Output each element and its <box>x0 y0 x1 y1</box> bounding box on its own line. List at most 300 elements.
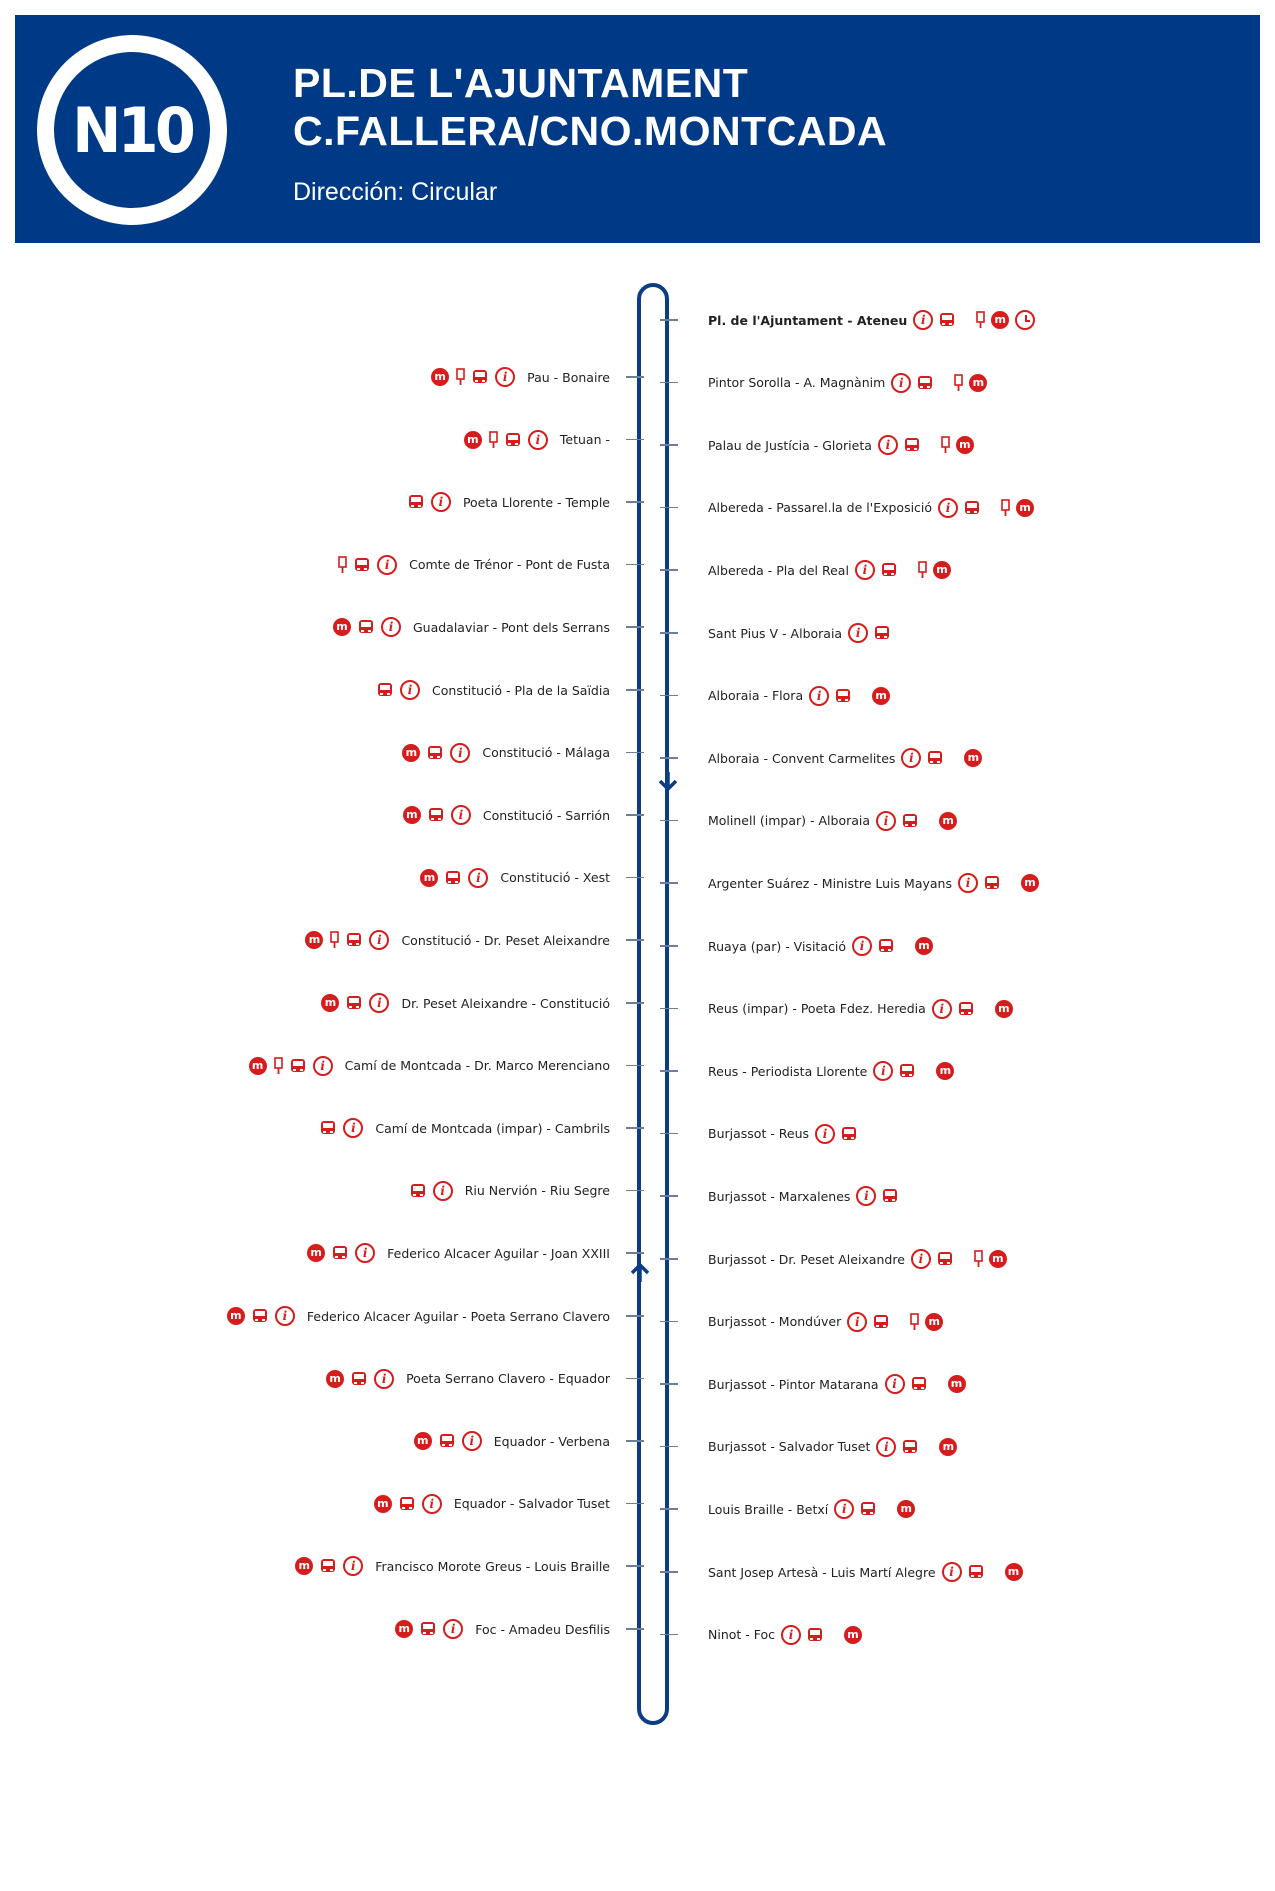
route-header <box>15 15 1260 243</box>
stop-left-3[interactable] <box>338 552 610 578</box>
route-title-line2: C.FALLERA/CNO.MONTCADA <box>293 108 888 154</box>
stop-services <box>305 930 389 950</box>
metro-icon: m <box>964 749 982 767</box>
info-icon: i <box>355 1243 375 1263</box>
info-icon: i <box>781 1625 801 1645</box>
stop-services <box>403 805 471 825</box>
stop-right-6[interactable] <box>708 683 890 709</box>
stop-tick <box>660 757 678 759</box>
info-icon: i <box>852 936 872 956</box>
info-icon: i <box>878 435 898 455</box>
stop-tick <box>626 1127 644 1129</box>
stop-services <box>876 811 957 831</box>
stop-right-7[interactable] <box>708 745 982 771</box>
stop-tick <box>660 632 678 634</box>
stop-services <box>408 492 451 512</box>
stop-tick <box>626 439 644 441</box>
stop-name: Albereda - Pla del Real <box>708 562 849 578</box>
stop-left-13[interactable] <box>410 1178 610 1204</box>
stop-tick <box>626 564 644 566</box>
stop-left-17[interactable] <box>414 1428 610 1454</box>
stop-right-18[interactable] <box>708 1434 957 1460</box>
stop-tick <box>660 1008 678 1010</box>
stop-left-15[interactable] <box>227 1303 610 1329</box>
bus-icon <box>472 369 488 385</box>
stop-name: Constitució - Xest <box>500 870 610 886</box>
bus-icon <box>882 1188 898 1204</box>
info-icon: i <box>422 1494 442 1514</box>
stop-right-0[interactable] <box>708 307 1035 333</box>
stop-name: Constitució - Dr. Peset Aleixandre <box>401 932 610 948</box>
stop-tick <box>660 444 678 446</box>
bus-icon <box>351 1371 367 1387</box>
stop-tick <box>626 1065 644 1067</box>
info-icon: i <box>876 811 896 831</box>
stop-tick <box>660 882 678 884</box>
bus-icon <box>320 1120 336 1136</box>
info-icon: i <box>885 1374 905 1394</box>
stop-right-21[interactable] <box>708 1622 862 1648</box>
bus-stop-post-icon <box>941 436 950 454</box>
info-icon: i <box>528 430 548 450</box>
stop-name: Francisco Morote Greus - Louis Braille <box>375 1558 610 1574</box>
metro-icon: m <box>844 1626 862 1644</box>
stop-left-1[interactable] <box>464 427 610 453</box>
stop-services <box>938 498 1034 518</box>
metro-icon: m <box>925 1313 943 1331</box>
bus-icon <box>445 870 461 886</box>
stop-tick <box>660 1321 678 1323</box>
bus-icon <box>881 562 897 578</box>
stop-name: Palau de Justícia - Glorieta <box>708 437 872 453</box>
info-icon: i <box>443 1619 463 1639</box>
stop-services <box>464 430 548 450</box>
info-icon: i <box>834 1499 854 1519</box>
stop-services <box>414 1431 482 1451</box>
stop-right-12[interactable] <box>708 1058 954 1084</box>
stop-name: Albereda - Passarel.la de l'Exposició <box>708 500 933 516</box>
info-icon: i <box>369 993 389 1013</box>
stop-services <box>321 993 389 1013</box>
metro-icon: m <box>414 1432 432 1450</box>
stop-left-14[interactable] <box>307 1240 610 1266</box>
stop-services <box>848 623 890 643</box>
info-icon: i <box>369 930 389 950</box>
metro-icon: m <box>897 1500 915 1518</box>
metro-icon: m <box>464 431 482 449</box>
stop-name: Riu Nervión - Riu Segre <box>464 1183 610 1199</box>
stop-tick <box>660 945 678 947</box>
bus-icon <box>420 1621 436 1637</box>
stop-name: Equador - Salvador Tuset <box>453 1496 610 1512</box>
stop-right-10[interactable] <box>708 933 933 959</box>
stop-name: Pl. de l'Ajuntament - Ateneu <box>708 312 908 328</box>
metro-icon: m <box>948 1375 966 1393</box>
stop-tick <box>626 1002 644 1004</box>
stop-right-3[interactable] <box>708 495 1034 521</box>
stop-services <box>876 1437 957 1457</box>
stop-services <box>249 1056 333 1076</box>
stop-tick <box>626 752 644 754</box>
info-icon: i <box>873 1061 893 1081</box>
info-icon: i <box>848 623 868 643</box>
stop-tick <box>660 1571 678 1573</box>
stop-tick <box>660 507 678 509</box>
info-icon: i <box>809 686 829 706</box>
stop-services <box>374 1494 442 1514</box>
bus-icon <box>428 807 444 823</box>
stop-services <box>958 873 1039 893</box>
info-icon: i <box>911 1249 931 1269</box>
stop-tick <box>660 1383 678 1385</box>
bus-icon <box>439 1433 455 1449</box>
bus-stop-post-icon <box>918 561 927 579</box>
stop-tick <box>626 376 644 378</box>
stop-name: Burjassot - Salvador Tuset <box>708 1439 871 1455</box>
bus-icon <box>408 494 424 510</box>
stop-tick <box>626 877 644 879</box>
bus-icon <box>902 1439 918 1455</box>
stop-tick <box>660 1133 678 1135</box>
stop-services <box>913 310 1035 330</box>
stop-tick <box>626 1190 644 1192</box>
stop-tick <box>626 626 644 628</box>
bus-icon <box>807 1627 823 1643</box>
stop-right-9[interactable] <box>708 870 1039 896</box>
bus-icon <box>410 1183 426 1199</box>
bus-icon <box>927 750 943 766</box>
stop-services <box>307 1243 375 1263</box>
info-icon: i <box>462 1431 482 1451</box>
route-title-line1: PL.DE L'AJUNTAMENT <box>293 60 749 106</box>
info-icon: i <box>275 1306 295 1326</box>
stop-left-10[interactable] <box>321 990 610 1016</box>
stop-tick <box>626 1252 644 1254</box>
metro-icon: m <box>1021 874 1039 892</box>
stop-name: Alboraia - Flora <box>708 688 804 704</box>
bus-stop-post-icon <box>338 556 347 574</box>
info-icon: i <box>942 1562 962 1582</box>
stop-name: Molinell (impar) - Alboraia <box>708 813 871 829</box>
metro-icon: m <box>989 1250 1007 1268</box>
bus-stop-post-icon <box>330 931 339 949</box>
arrow-up-icon <box>629 1262 651 1284</box>
metro-icon: m <box>321 994 339 1012</box>
info-icon: i <box>855 560 875 580</box>
info-icon: i <box>381 617 401 637</box>
arrow-down-icon <box>657 770 679 792</box>
bus-icon <box>911 1376 927 1392</box>
stop-name: Reus (impar) - Poeta Fdez. Heredia <box>708 1001 926 1017</box>
bus-icon <box>917 375 933 391</box>
stop-left-20[interactable] <box>395 1616 610 1642</box>
metro-icon: m <box>431 368 449 386</box>
stop-tick <box>626 1503 644 1505</box>
bus-stop-post-icon <box>274 1057 283 1075</box>
info-icon: i <box>847 1312 867 1332</box>
stop-tick <box>660 820 678 822</box>
stop-left-4[interactable] <box>333 614 610 640</box>
stop-left-18[interactable] <box>374 1491 610 1517</box>
stop-tick <box>660 1070 678 1072</box>
stop-services <box>911 1249 1007 1269</box>
stop-left-9[interactable] <box>305 927 610 953</box>
stop-services <box>852 936 933 956</box>
stop-left-11[interactable] <box>249 1053 610 1079</box>
stop-right-19[interactable] <box>708 1496 915 1522</box>
stop-services <box>295 1556 363 1576</box>
info-icon: i <box>815 1124 835 1144</box>
info-icon: i <box>374 1369 394 1389</box>
stop-services <box>932 999 1013 1019</box>
metro-icon: m <box>374 1495 392 1513</box>
stop-name: Pau - Bonaire <box>527 369 610 385</box>
stop-name: Constitució - Sarrión <box>482 807 610 823</box>
stop-tick <box>660 319 678 321</box>
stop-name: Ruaya (par) - Visitació <box>708 938 846 954</box>
stop-left-12[interactable] <box>320 1115 610 1141</box>
bus-icon <box>984 875 1000 891</box>
stop-tick <box>626 689 644 691</box>
metro-icon: m <box>1016 499 1034 517</box>
stop-name: Argenter Suárez - Ministre Luis Mayans <box>708 875 952 891</box>
stop-tick <box>660 695 678 697</box>
stop-right-13[interactable] <box>708 1121 857 1147</box>
info-icon: i <box>343 1556 363 1576</box>
metro-icon: m <box>227 1307 245 1325</box>
info-icon: i <box>313 1056 333 1076</box>
bus-icon <box>377 682 393 698</box>
bus-icon <box>873 1314 889 1330</box>
metro-icon: m <box>402 744 420 762</box>
info-icon: i <box>913 310 933 330</box>
stop-name: Burjassot - Mondúver <box>708 1314 842 1330</box>
stop-name: Burjassot - Reus <box>708 1126 810 1142</box>
stop-services <box>377 680 420 700</box>
bus-icon <box>290 1058 306 1074</box>
stop-right-14[interactable] <box>708 1183 898 1209</box>
bus-icon <box>841 1126 857 1142</box>
stop-right-20[interactable] <box>708 1559 1023 1585</box>
stop-right-8[interactable] <box>708 808 957 834</box>
stop-name: Camí de Montcada (impar) - Cambrils <box>375 1120 610 1136</box>
bus-icon <box>346 995 362 1011</box>
stop-name: Dr. Peset Aleixandre - Constitució <box>401 995 610 1011</box>
bus-icon <box>968 1564 984 1580</box>
bus-icon <box>332 1245 348 1261</box>
stop-right-1[interactable] <box>708 370 987 396</box>
stop-name: Sant Pius V - Alboraia <box>708 625 843 641</box>
metro-icon: m <box>995 1000 1013 1018</box>
metro-icon: m <box>1005 1563 1023 1581</box>
bus-icon <box>427 745 443 761</box>
stop-name: Pintor Sorolla - A. Magnànim <box>708 375 886 391</box>
stop-right-17[interactable] <box>708 1371 966 1397</box>
bus-icon <box>252 1308 268 1324</box>
bus-icon <box>358 619 374 635</box>
info-icon: i <box>400 680 420 700</box>
stop-name: Sant Josep Artesà - Luis Martí Alegre <box>708 1564 936 1580</box>
stop-right-2[interactable] <box>708 432 974 458</box>
stop-name: Burjassot - Dr. Peset Aleixandre <box>708 1251 905 1267</box>
stop-tick <box>626 1378 644 1380</box>
bus-stop-post-icon <box>954 374 963 392</box>
bus-icon <box>354 557 370 573</box>
stop-tick <box>626 939 644 941</box>
stop-name: Federico Alcacer Aguilar - Poeta Serrano Clavero <box>306 1308 610 1324</box>
bus-icon <box>937 1251 953 1267</box>
stop-left-6[interactable] <box>402 740 610 766</box>
metro-icon: m <box>305 931 323 949</box>
stop-tick <box>660 1446 678 1448</box>
stop-services <box>320 1118 363 1138</box>
stop-name: Poeta Llorente - Temple <box>462 494 610 510</box>
info-icon: i <box>932 999 952 1019</box>
info-icon: i <box>450 743 470 763</box>
stop-name: Tetuan - <box>559 432 610 448</box>
stop-name: Reus - Periodista Llorente <box>708 1063 868 1079</box>
bus-icon <box>878 938 894 954</box>
stop-name: Burjassot - Marxalenes <box>708 1188 851 1204</box>
stop-tick <box>626 814 644 816</box>
stop-right-16[interactable] <box>708 1309 943 1335</box>
info-icon: i <box>431 492 451 512</box>
metro-icon: m <box>295 1557 313 1575</box>
stop-tick <box>626 1315 644 1317</box>
metro-icon: m <box>939 812 957 830</box>
bus-icon <box>860 1501 876 1517</box>
info-icon: i <box>343 1118 363 1138</box>
stop-left-5[interactable] <box>377 677 610 703</box>
stop-services <box>942 1562 1023 1582</box>
info-icon: i <box>451 805 471 825</box>
bus-icon <box>399 1496 415 1512</box>
bus-stop-post-icon <box>974 1250 983 1268</box>
bus-icon <box>904 437 920 453</box>
stop-tick <box>660 1508 678 1510</box>
stop-services <box>402 743 470 763</box>
stop-services <box>395 1619 463 1639</box>
stop-name: Alboraia - Convent Carmelites <box>708 750 896 766</box>
stop-name: Camí de Montcada - Dr. Marco Merenciano <box>344 1058 610 1074</box>
metro-icon: m <box>395 1620 413 1638</box>
info-icon: i <box>468 868 488 888</box>
stop-tick <box>660 382 678 384</box>
stop-services <box>333 617 401 637</box>
stop-tick <box>660 569 678 571</box>
stop-left-2[interactable] <box>408 489 610 515</box>
stop-services <box>781 1625 862 1645</box>
stop-tick <box>626 1565 644 1567</box>
route-title <box>293 59 887 155</box>
stop-services <box>410 1181 453 1201</box>
stop-services <box>856 1186 898 1206</box>
bus-icon <box>939 312 955 328</box>
metro-icon: m <box>249 1057 267 1075</box>
bus-icon <box>899 1063 915 1079</box>
metro-icon: m <box>420 869 438 887</box>
stop-right-11[interactable] <box>708 996 1013 1022</box>
stop-name: Burjassot - Pintor Matarana <box>708 1376 879 1392</box>
metro-icon: m <box>403 806 421 824</box>
stop-left-8[interactable] <box>420 865 610 891</box>
stop-tick <box>626 501 644 503</box>
metro-icon: m <box>326 1370 344 1388</box>
metro-icon: m <box>969 374 987 392</box>
stop-name: Ninot - Foc <box>708 1627 776 1643</box>
stop-name: Constitució - Pla de la Saïdia <box>432 682 610 698</box>
stop-name: Foc - Amadeu Desfilis <box>475 1621 610 1637</box>
stop-services <box>326 1369 394 1389</box>
stop-left-16[interactable] <box>326 1366 610 1392</box>
metro-icon: m <box>915 937 933 955</box>
route-direction: Dirección: Circular <box>293 178 498 206</box>
info-icon: i <box>901 748 921 768</box>
bus-icon <box>964 500 980 516</box>
info-icon: i <box>433 1181 453 1201</box>
bus-stop-post-icon <box>489 431 498 449</box>
bus-stop-post-icon <box>910 1313 919 1331</box>
bus-icon <box>320 1558 336 1574</box>
info-icon: i <box>891 373 911 393</box>
clock-icon <box>1015 310 1035 330</box>
info-icon: i <box>958 873 978 893</box>
stop-services <box>901 748 982 768</box>
stop-right-5[interactable] <box>708 620 890 646</box>
stop-services <box>847 1312 943 1332</box>
bus-stop-post-icon <box>456 368 465 386</box>
stop-name: Guadalaviar - Pont dels Serrans <box>412 619 610 635</box>
info-icon: i <box>876 1437 896 1457</box>
bus-stop-post-icon <box>976 311 985 329</box>
bus-icon <box>874 625 890 641</box>
stop-tick <box>660 1258 678 1260</box>
stop-services <box>834 1499 915 1519</box>
stop-name: Constitució - Málaga <box>482 745 610 761</box>
line-code: N10 <box>72 93 192 167</box>
stop-services <box>873 1061 954 1081</box>
stop-services <box>809 686 890 706</box>
bus-icon <box>346 932 362 948</box>
stop-services <box>885 1374 966 1394</box>
stop-right-15[interactable] <box>708 1246 1007 1272</box>
stop-name: Equador - Verbena <box>493 1433 610 1449</box>
metro-icon: m <box>933 561 951 579</box>
stop-name: Federico Alcacer Aguilar - Joan XXIII <box>387 1245 610 1261</box>
info-icon: i <box>377 555 397 575</box>
info-icon: i <box>495 367 515 387</box>
stop-services <box>420 868 488 888</box>
info-icon: i <box>938 498 958 518</box>
metro-icon: m <box>872 687 890 705</box>
stop-tick <box>626 1628 644 1630</box>
stop-services <box>815 1124 857 1144</box>
stop-left-19[interactable] <box>295 1553 610 1579</box>
stop-services <box>431 367 515 387</box>
metro-icon: m <box>307 1244 325 1262</box>
stop-left-0[interactable] <box>431 364 610 390</box>
stop-services <box>227 1306 295 1326</box>
bus-icon <box>958 1001 974 1017</box>
stop-name: Poeta Serrano Clavero - Equador <box>406 1371 610 1387</box>
metro-icon: m <box>936 1062 954 1080</box>
stop-services <box>855 560 951 580</box>
stop-name: Louis Braille - Betxí <box>708 1501 829 1517</box>
bus-icon <box>902 813 918 829</box>
stop-right-4[interactable] <box>708 557 951 583</box>
stop-left-7[interactable] <box>403 802 610 828</box>
stop-tick <box>660 1195 678 1197</box>
